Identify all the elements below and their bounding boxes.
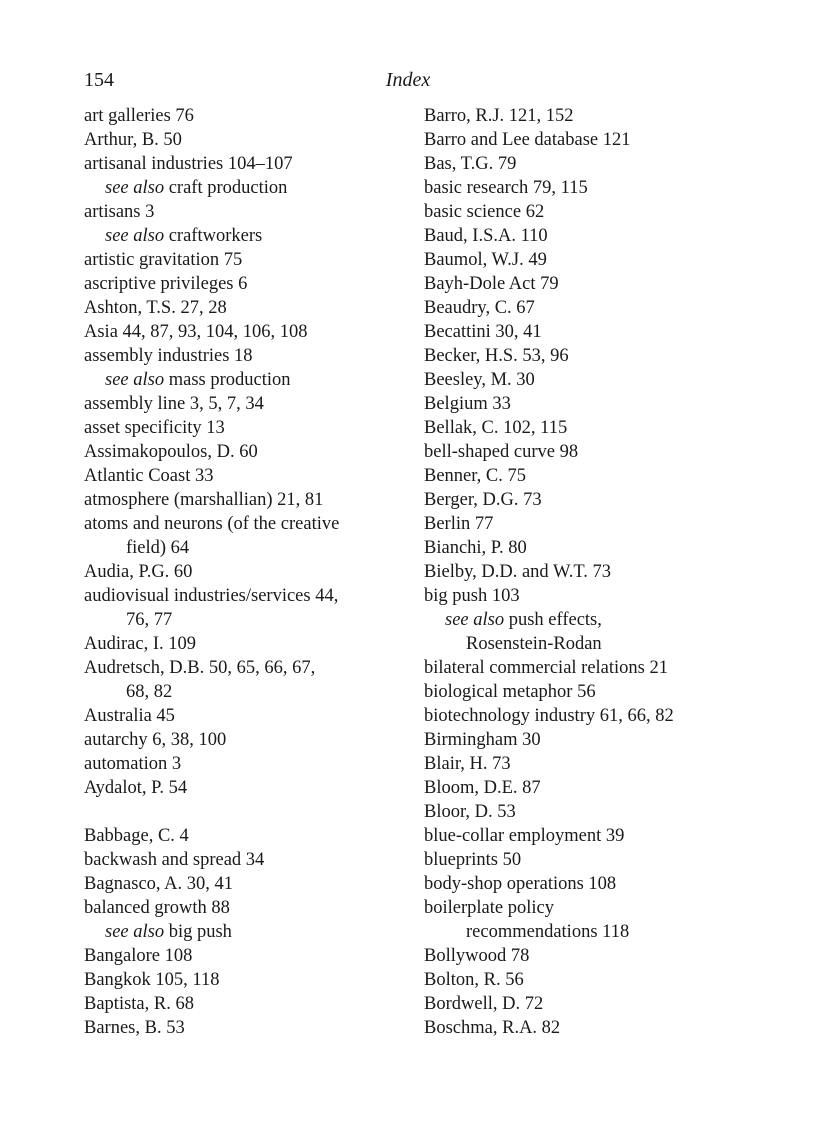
index-entry: artisanal industries 104–107 <box>84 154 293 174</box>
index-entry: autarchy 6, 38, 100 <box>84 730 227 750</box>
index-entry: Bangalore 108 <box>84 946 193 966</box>
index-entry: asset specificity 13 <box>84 418 225 438</box>
index-entry: Berger, D.G. 73 <box>424 490 542 510</box>
index-entry: boilerplate policy <box>424 898 554 918</box>
index-entry: Benner, C. 75 <box>424 466 527 486</box>
index-see-also <box>84 176 414 200</box>
index-entry: blue-collar employment 39 <box>424 826 625 846</box>
index-entry: Bianchi, P. 80 <box>424 538 527 558</box>
see-also-label: see also <box>445 610 505 630</box>
index-entry: Babbage, C. 4 <box>84 826 189 846</box>
see-also-target: mass production <box>164 370 291 390</box>
see-also-target: push effects, <box>504 610 602 630</box>
index-entry: artistic gravitation 75 <box>84 250 243 270</box>
see-also-label: see also <box>105 370 165 390</box>
index-entry: Bloom, D.E. 87 <box>424 778 541 798</box>
index-entry: Bellak, C. 102, 115 <box>424 418 568 438</box>
index-entry: art galleries 76 <box>84 106 194 126</box>
index-entry: Bollywood 78 <box>424 946 530 966</box>
index-entry: Beesley, M. 30 <box>424 370 535 390</box>
index-entry: Bas, T.G. 79 <box>424 154 517 174</box>
index-entry: Baumol, W.J. 49 <box>424 250 547 270</box>
index-entry: Barnes, B. 53 <box>84 1018 185 1038</box>
index-entry: Beaudry, C. 67 <box>424 298 535 318</box>
index-entry: Bagnasco, A. 30, 41 <box>84 874 234 894</box>
index-entry-continuation: 68, 82 <box>126 682 173 702</box>
index-entry: automation 3 <box>84 754 182 774</box>
see-also-label: see also <box>105 178 165 198</box>
index-entry: Barro, R.J. 121, 152 <box>424 106 574 126</box>
index-entry: atoms and neurons (of the creative <box>84 514 340 534</box>
index-entry: Bloor, D. 53 <box>424 802 516 822</box>
index-entry: Bayh-Dole Act 79 <box>424 274 559 294</box>
index-entry-continuation: 76, 77 <box>126 610 173 630</box>
index-entry-continuation: recommendations 118 <box>466 922 630 942</box>
index-entry: Bielby, D.D. and W.T. 73 <box>424 562 612 582</box>
index-see-also <box>424 608 764 632</box>
index-entry: ascriptive privileges 6 <box>84 274 248 294</box>
index-entry: basic research 79, 115 <box>424 178 588 198</box>
index-entry: Audretsch, D.B. 50, 65, 66, 67, <box>84 658 316 678</box>
index-entry: Birmingham 30 <box>424 730 541 750</box>
index-entry: balanced growth 88 <box>84 898 230 918</box>
running-head: Index <box>385 69 431 91</box>
index-entry-continuation: field) 64 <box>126 538 190 558</box>
index-entry: artisans 3 <box>84 202 155 222</box>
index-entry: big push 103 <box>424 586 520 606</box>
see-also-target: craftworkers <box>164 226 263 246</box>
index-entry: backwash and spread 34 <box>84 850 265 870</box>
index-column-left <box>84 104 414 1040</box>
index-entry: atmosphere (marshallian) 21, 81 <box>84 490 324 510</box>
index-entry: Boschma, R.A. 82 <box>424 1018 561 1038</box>
index-entry: Arthur, B. 50 <box>84 130 182 150</box>
index-column-right <box>424 104 764 1040</box>
index-entry: Audirac, I. 109 <box>84 634 196 654</box>
index-entry: Berlin 77 <box>424 514 494 534</box>
index-see-also <box>84 368 414 392</box>
index-entry: Asia 44, 87, 93, 104, 106, 108 <box>84 322 308 342</box>
page-number: 154 <box>84 69 114 91</box>
section-gap <box>84 800 414 824</box>
see-also-label: see also <box>105 922 165 942</box>
index-see-also <box>84 224 414 248</box>
index-entry: bell-shaped curve 98 <box>424 442 579 462</box>
index-entry: Australia 45 <box>84 706 175 726</box>
index-entry: Blair, H. 73 <box>424 754 511 774</box>
index-entry: assembly line 3, 5, 7, 34 <box>84 394 264 414</box>
index-entry: Ashton, T.S. 27, 28 <box>84 298 227 318</box>
index-entry: Barro and Lee database 121 <box>424 130 631 150</box>
index-entry: Becattini 30, 41 <box>424 322 542 342</box>
index-entry: biotechnology industry 61, 66, 82 <box>424 706 674 726</box>
index-entry: Bangkok 105, 118 <box>84 970 220 990</box>
see-also-target: big push <box>164 922 232 942</box>
index-entry: audiovisual industries/services 44, <box>84 586 339 606</box>
see-also-target: craft production <box>164 178 288 198</box>
index-entry: basic science 62 <box>424 202 545 222</box>
index-entry: Aydalot, P. 54 <box>84 778 188 798</box>
index-entry-continuation: Rosenstein-Rodan <box>466 634 602 654</box>
index-entry: Bolton, R. 56 <box>424 970 524 990</box>
index-entry: Atlantic Coast 33 <box>84 466 214 486</box>
index-entry: Audia, P.G. 60 <box>84 562 193 582</box>
index-entry: Assimakopoulos, D. 60 <box>84 442 258 462</box>
index-entry: Baptista, R. 68 <box>84 994 194 1014</box>
see-also-label: see also <box>105 226 165 246</box>
index-entry: Belgium 33 <box>424 394 511 414</box>
index-entry: Bordwell, D. 72 <box>424 994 544 1014</box>
index-entry: Becker, H.S. 53, 96 <box>424 346 569 366</box>
index-entry: body-shop operations 108 <box>424 874 617 894</box>
index-entry: blueprints 50 <box>424 850 522 870</box>
index-entry: biological metaphor 56 <box>424 682 596 702</box>
index-entry: assembly industries 18 <box>84 346 253 366</box>
index-entry: bilateral commercial relations 21 <box>424 658 668 678</box>
index-see-also <box>84 920 414 944</box>
index-entry: Baud, I.S.A. 110 <box>424 226 548 246</box>
